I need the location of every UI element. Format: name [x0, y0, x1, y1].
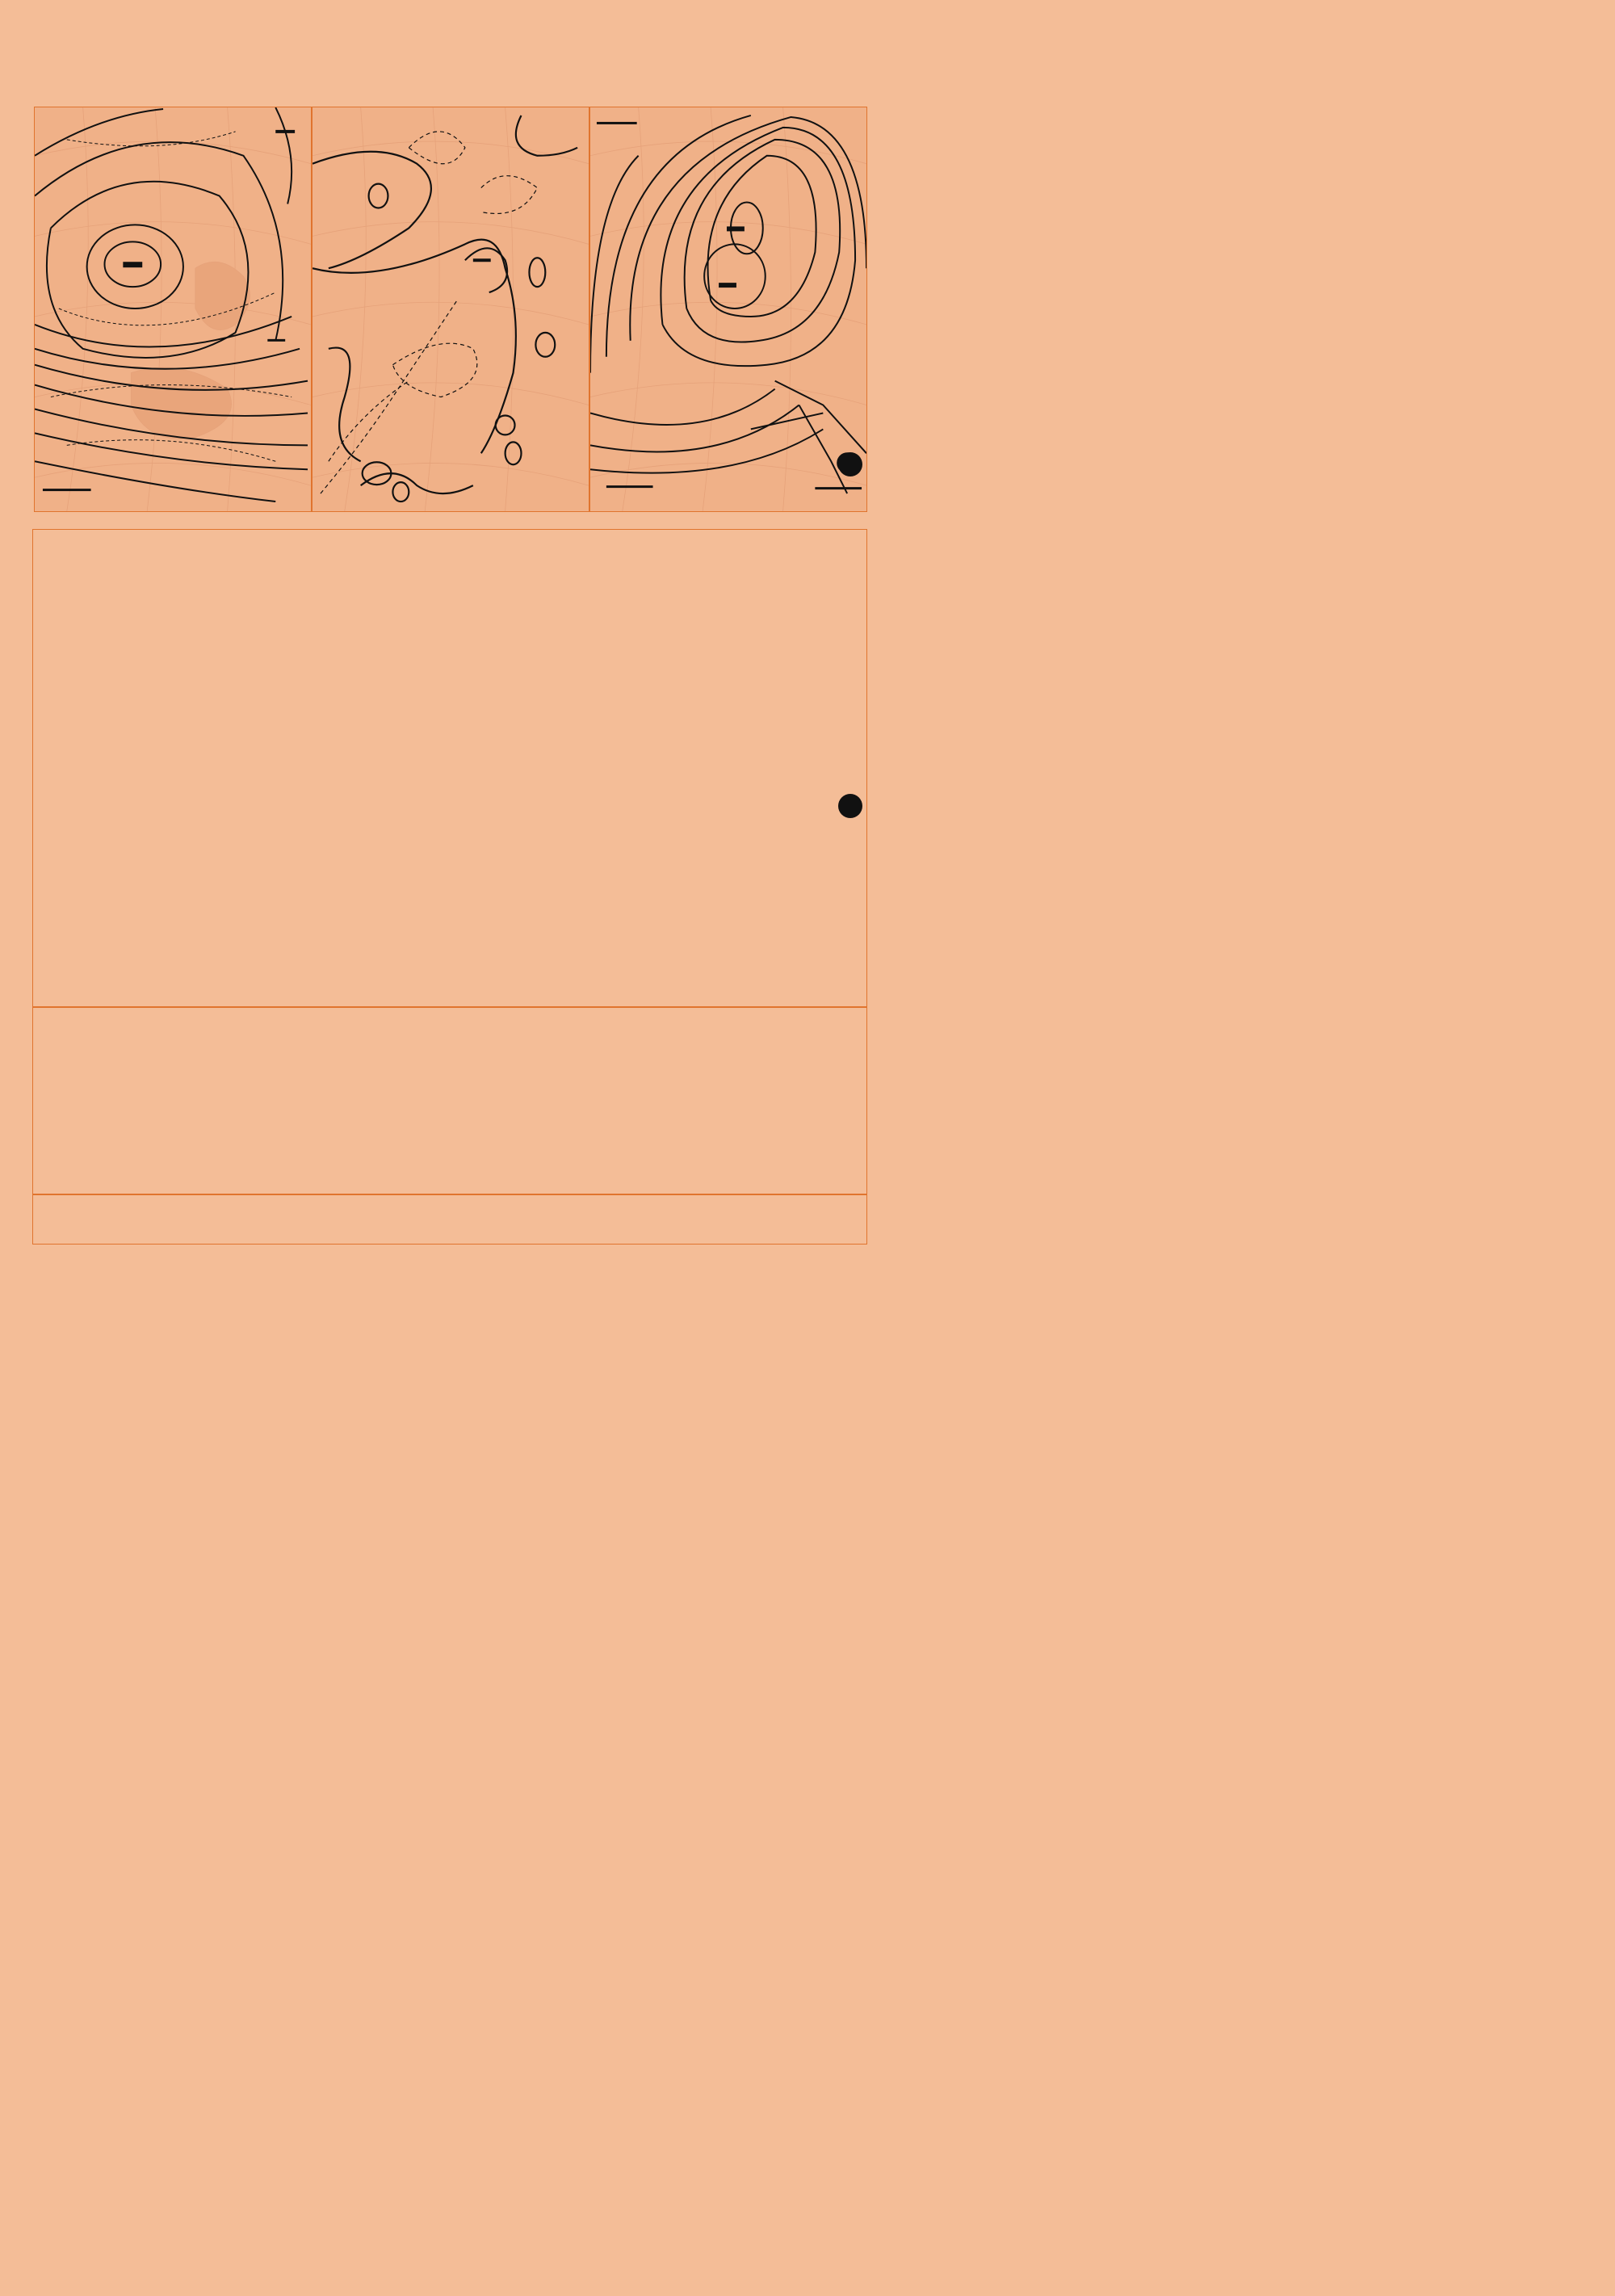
pressure-change-isallobars [313, 107, 589, 511]
punch-hole-top [838, 452, 862, 476]
upper-air-map [34, 107, 312, 512]
lower-section [32, 1007, 867, 1194]
pressure-change-map [312, 107, 589, 512]
punch-hole-bottom [838, 794, 862, 818]
forecast-map [589, 107, 867, 512]
remarks-box [32, 1194, 867, 1245]
observation-table [32, 529, 867, 1007]
upper-air-contours [35, 107, 311, 511]
forecast-isobars [590, 107, 866, 511]
